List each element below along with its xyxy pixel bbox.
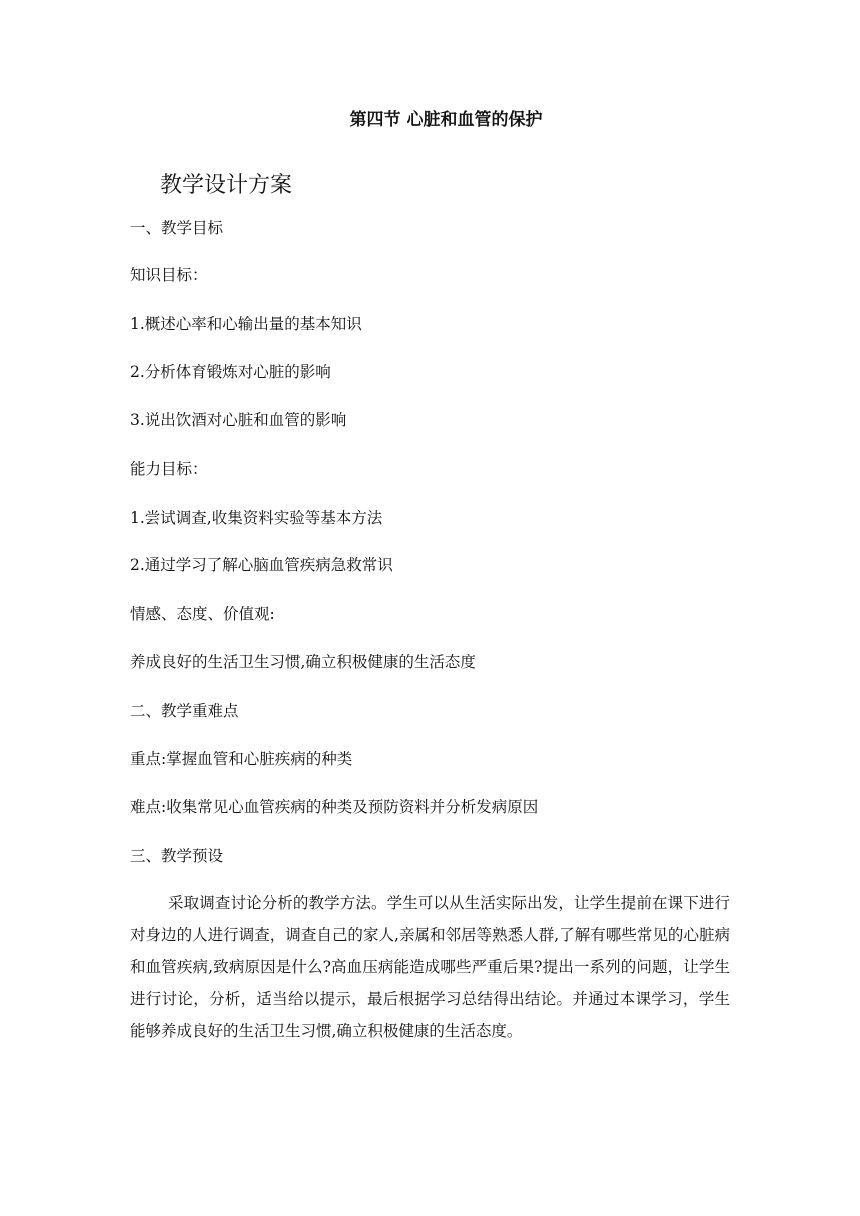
list-item: 2.分析体育锻炼对心脏的影响 xyxy=(130,363,331,381)
list-item: 3.说出饮酒对心脏和血管的影响 xyxy=(130,411,347,429)
list-item: 2.通过学习了解心脑血管疾病急救常识 xyxy=(130,556,393,574)
list-item: 1.概述心率和心输出量的基本知识 xyxy=(130,315,362,333)
key-point-item: 重点:掌握血管和心脏疾病的种类 xyxy=(130,750,353,768)
section-heading: 教学设计方案 xyxy=(160,173,293,198)
subheading-ability-goals: 能力目标： xyxy=(130,460,208,478)
section-heading-teaching-plan: 三、教学预设 xyxy=(130,847,224,865)
subheading-attitude-values: 情感、态度、价值观: xyxy=(130,605,275,623)
section-heading-key-points: 二、教学重难点 xyxy=(130,702,239,720)
document-title: 第四节 心脏和血管的保护 xyxy=(349,110,543,130)
difficult-point-item: 难点:收集常见心血管疾病的种类及预防资料并分析发病原因 xyxy=(130,798,539,816)
list-item: 1.尝试调查,收集资料实验等基本方法 xyxy=(130,509,383,527)
section-heading-objectives: 一、教学目标 xyxy=(130,219,224,237)
list-item: 养成良好的生活卫生习惯,确立积极健康的生活态度 xyxy=(130,653,476,671)
teaching-plan-paragraph: 采取调查讨论分析的教学方法。学生可以从生活实际出发，让学生提前在课下进行对身边的人进行调查，调查自己的家人,亲属和邻居等熟悉人群,了解有哪些常见的心脏病和血管疾病,致病原因是什么?高血压病能造成哪些严重后果?提出一系列的问题，让学生进行讨论，分析，适当给以提示，最后根据学习总结得出结论。并通过本课学习，学生能够养成良好的生活卫生习惯,确立积极健康的生活态度。 xyxy=(130,894,730,1040)
subheading-knowledge-goals: 知识目标： xyxy=(130,266,208,284)
